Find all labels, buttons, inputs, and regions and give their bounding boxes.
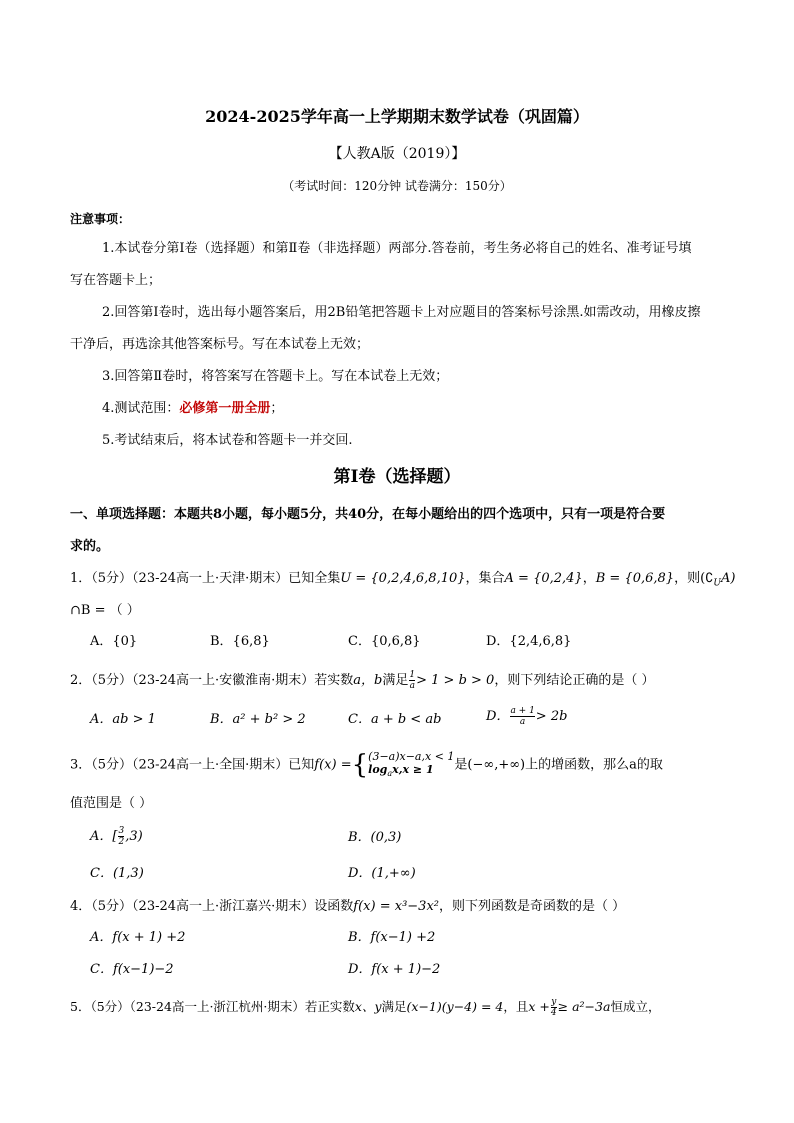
q5-ineq-post: ≥ a²−3a (557, 999, 611, 1014)
q3-log: log (368, 763, 388, 776)
q3-opt-a-post: ,3) (125, 829, 143, 844)
question-5-stem (70, 997, 660, 1018)
q2-fraction (409, 670, 415, 691)
q3-opt-a-num: 3 (118, 826, 125, 836)
note-4-suffix: ； (270, 401, 284, 416)
q5-fraction (551, 997, 557, 1018)
q5-cond-pre: 满足 (381, 999, 407, 1014)
q2-opt-d-num: a + 1 (510, 706, 535, 716)
q3-option-b: B．(0,3) (348, 830, 402, 845)
q1-option-a: A．{0} (90, 634, 138, 649)
q5-prefix: 5．（5分）（23-24高一上·浙江杭州·期末）若正实数 (70, 999, 355, 1014)
q3-option-d: D．(1,+∞) (348, 866, 416, 881)
q3-opt-a-pre: A．[ (90, 829, 118, 844)
q2-opt-d-fraction (510, 706, 534, 727)
section-intro-a: 一、单项选择题：本题共8小题，每小题5分，共40分，在每小题给出的四个选项中，只有一项是符合要 (70, 507, 666, 522)
q1-universal-set: U = {0,2,4,6,8,10} (340, 571, 466, 586)
exam-info: （考试时间：120分钟 试卷满分：150分） (282, 179, 512, 193)
question-1-stem: 1．（5分）（23-24高一上·天津·期末）已知全集U = {0,2,4,6,8,10}，集合A = {0,2,4}，B = {0,6,8}，则$(∁_UA)$ (70, 571, 736, 589)
q5-ineq-pre: x + (528, 999, 550, 1014)
q2-tail: ，则下列结论正确的是（ ） (494, 673, 655, 688)
q1-sep: ， (582, 571, 596, 586)
q1-tail: ，则(∁ (674, 571, 714, 586)
q2-prefix: 2．（5分）（23-24高一上·安徽淮南·期末）若实数 (70, 673, 354, 688)
q3-option-a (90, 826, 143, 847)
q5-frac-num: y (551, 997, 557, 1007)
q5-vars: x、y (354, 999, 382, 1014)
section-intro-b: 求的。 (70, 539, 110, 554)
q2-option-b: B．a² + b² > 2 (210, 712, 306, 727)
q3-tail: 是(−∞,+∞)上的增函数，那么a的取 (454, 757, 663, 773)
q1-set-b: B = {0,6,8} (595, 571, 675, 586)
q3-prefix: 3．（5分）（23-24高一上·全国·期末）已知 (70, 757, 315, 773)
note-1b: 写在答题卡上； (70, 273, 162, 288)
q1-tail2: A) (721, 571, 736, 586)
q1-mid: ，集合 (465, 571, 505, 586)
q1-option-c: C．{0,6,8} (348, 634, 421, 649)
q3-piece-2-post: x,x ≥ 1 (392, 763, 434, 776)
q2-option-a: A．ab > 1 (90, 712, 156, 727)
q2-option-c: C．a + b < ab (348, 712, 442, 727)
q1-prefix: 1．（5分）（23-24高一上·天津·期末）已知全集 (70, 571, 341, 586)
edition-label: 【人教A版（2019）】 (328, 146, 466, 162)
q3-piecewise (368, 750, 454, 780)
section-heading: 第Ⅰ卷（选择题） (333, 467, 461, 487)
page-title: 2024-2025学年高一上学期期末数学试卷（巩固篇） (205, 107, 589, 126)
q5-tail: 恒成立， (610, 999, 661, 1014)
note-4-prefix: 4.测试范围： (102, 401, 180, 416)
note-4 (102, 400, 283, 418)
q4-option-b: B．f(x−1) +2 (348, 930, 436, 945)
q4-tail: ，则下列函数是奇函数的是（ ） (439, 899, 626, 914)
q5-condition: (x−1)(y−4) = 4 (406, 999, 504, 1014)
question-3-line2: 值范围是（ ） (70, 796, 153, 811)
q2-opt-d-pre: D． (486, 709, 510, 724)
q2-frac-den: a (409, 681, 415, 691)
q2-opt-d-den: a (510, 716, 534, 727)
q2-frac-num: 1 (409, 670, 416, 680)
q4-option-c: C．f(x−1)−2 (90, 962, 174, 977)
q3-fx: f(x) = (314, 757, 352, 773)
q4-function: f(x) = x³−3x² (353, 899, 439, 914)
q2-condition: > 1 > b > 0 (416, 673, 495, 688)
q3-piece-1: (3−a)x−a,x < 1 (368, 750, 455, 763)
q3-option-c: C．(1,3) (90, 866, 144, 881)
q3-piece-2 (368, 763, 454, 780)
q1-option-b: B．{6,8} (210, 634, 270, 649)
question-4-stem (70, 898, 625, 916)
question-1-line2: ∩B = （ ） (70, 603, 140, 618)
note-2a: 2.回答第Ⅰ卷时，选出每小题答案后，用2B铅笔把答题卡上对应题目的答案标号涂黑.如需改动，用橡皮擦 (102, 305, 701, 320)
q3-opt-a-fraction (118, 826, 124, 847)
q2-vars: a，b (353, 673, 383, 688)
note-3: 3.回答第Ⅱ卷时，将答案写在答题卡上。写在本试卷上无效； (102, 369, 449, 384)
q3-brace: { (351, 750, 369, 781)
q2-cond-pre: 满足 (382, 673, 409, 688)
q2-option-d (486, 706, 567, 727)
note-5: 5.考试结束后，将本试卷和答题卡一并交回. (102, 433, 353, 448)
q3-opt-a-den: 2 (118, 837, 125, 847)
note-2b: 干净后，再选涂其他答案标号。写在本试卷上无效； (70, 337, 370, 352)
notes-heading: 注意事项： (70, 212, 131, 226)
note-1a: 1.本试卷分第Ⅰ卷（选择题）和第Ⅱ卷（非选择题）两部分.答卷前，考生务必将自己的姓名、准考证号填 (102, 241, 692, 256)
q4-option-a: A．f(x + 1) +2 (90, 930, 186, 945)
q4-option-d: D．f(x + 1)−2 (348, 962, 441, 977)
q1-set-a: A = {0,2,4} (504, 571, 583, 586)
q4-prefix: 4．（5分）（23-24高一上·浙江嘉兴·期末）设函数 (70, 899, 354, 914)
q3-log-base: a (387, 769, 393, 779)
q2-opt-d-post: > 2b (535, 709, 568, 724)
q1-option-d: D．{2,4,6,8} (486, 634, 572, 649)
note-4-scope: 必修第一册全册 (179, 401, 271, 416)
question-2-stem (70, 670, 654, 691)
q5-mid: ，且 (503, 999, 529, 1014)
question-3-stem (70, 750, 663, 780)
q5-frac-den: 4 (550, 1008, 557, 1018)
